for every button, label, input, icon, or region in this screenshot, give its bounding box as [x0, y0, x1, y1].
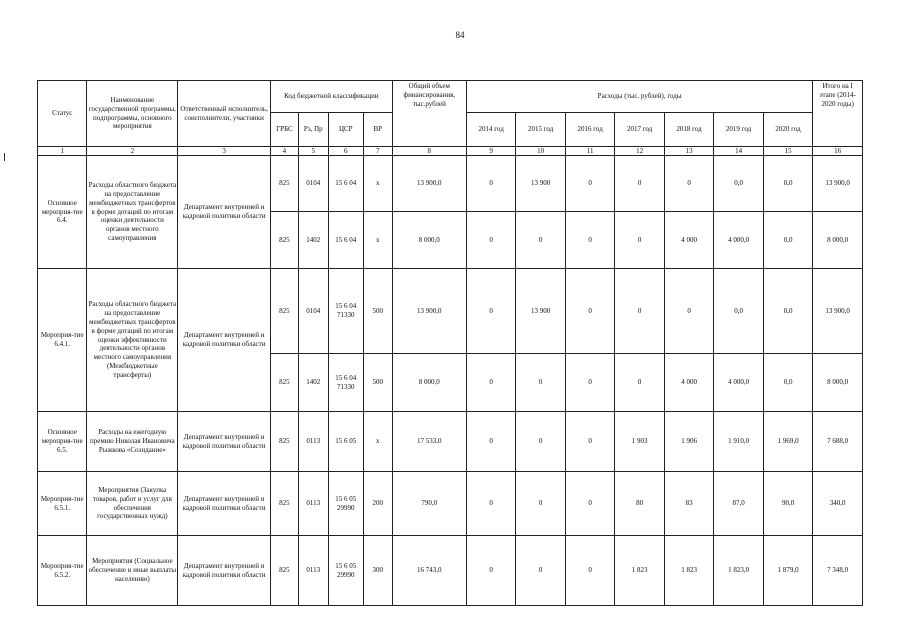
rzpr-cell: 1402 [298, 354, 328, 412]
year-cell: 0 [516, 472, 565, 536]
stage-total-cell: 7 348,0 [813, 536, 863, 606]
column-number: 10 [516, 147, 565, 156]
year-cell: 0 [664, 269, 713, 354]
header-year: 2019 год [714, 113, 763, 147]
table-row [38, 412, 863, 472]
csr-cell: 15 6 04 [328, 212, 363, 269]
vr-cell: 200 [363, 472, 392, 536]
header-budget-code: Код бюджетной классификации [271, 81, 393, 113]
total-cell: 8 000,0 [392, 212, 466, 269]
year-cell: 0 [615, 354, 664, 412]
executor-cell: Департамент внутренней и кадровой политики области [178, 156, 271, 269]
header-year: 2015 год [516, 113, 565, 147]
header-year: 2018 год [664, 113, 713, 147]
executor-cell: Департамент внутренней и кадровой политики области [178, 269, 271, 412]
grbs-cell: 825 [271, 269, 299, 354]
status-cell: Мероприя-тие 6.5.1. [38, 472, 87, 536]
column-number: 6 [328, 147, 363, 156]
header-code-col: ЦСР [328, 113, 363, 147]
vr-cell: 300 [363, 536, 392, 606]
column-number: 16 [813, 147, 863, 156]
status-cell: Основное мероприя-тие 6.5. [38, 412, 87, 472]
year-cell: 0,0 [763, 269, 813, 354]
csr-cell: 15 6 04 71330 [328, 269, 363, 354]
grbs-cell: 825 [271, 212, 299, 269]
name-cell: Расходы областного бюджета на предоставление межбюджетных трансфертов в форме дотаций по итогам оценки деятельности органов местного самоуправления [87, 156, 178, 269]
header-year: 2017 год [615, 113, 664, 147]
year-cell: 0,0 [714, 269, 763, 354]
margin-mark [4, 153, 5, 161]
column-number: 7 [363, 147, 392, 156]
column-number: 9 [466, 147, 515, 156]
page-number: 84 [455, 30, 465, 40]
year-cell: 4 000,0 [714, 212, 763, 269]
total-cell: 8 000,0 [392, 354, 466, 412]
year-cell: 0 [516, 354, 565, 412]
year-cell: 0 [466, 269, 515, 354]
year-cell: 1 906 [664, 412, 713, 472]
header-status: Статус [38, 81, 87, 147]
year-cell: 87,0 [714, 472, 763, 536]
header-year: 2014 год [466, 113, 515, 147]
total-cell: 13 900,0 [392, 156, 466, 212]
executor-cell: Департамент внутренней и кадровой политики области [178, 536, 271, 606]
grbs-cell: 825 [271, 472, 299, 536]
name-cell: Мероприятия (Социальное обеспечение и иные выплаты населению) [87, 536, 178, 606]
vr-cell: 500 [363, 269, 392, 354]
total-cell: 16 743,0 [392, 536, 466, 606]
vr-cell: x [363, 156, 392, 212]
header-total-volume: Общий объем финансирования, тыс.рублей [392, 81, 466, 147]
year-cell: 0 [615, 269, 664, 354]
year-cell: 4 000,0 [714, 354, 763, 412]
csr-cell: 15 6 05 29990 [328, 472, 363, 536]
year-cell: 0 [516, 536, 565, 606]
column-number: 11 [565, 147, 614, 156]
stage-total-cell: 340,0 [813, 472, 863, 536]
table-row [38, 156, 863, 212]
rzpr-cell: 0104 [298, 156, 328, 212]
column-number: 4 [271, 147, 299, 156]
total-cell: 17 533,0 [392, 412, 466, 472]
year-cell: 0 [466, 536, 515, 606]
year-cell: 0 [516, 412, 565, 472]
column-number-row [38, 147, 863, 156]
grbs-cell: 825 [271, 536, 299, 606]
stage-total-cell: 7 688,0 [813, 412, 863, 472]
year-cell: 0 [565, 269, 614, 354]
stage-total-cell: 8 000,0 [813, 212, 863, 269]
header-code-col: Рз, Пр [298, 113, 328, 147]
year-cell: 4 000 [664, 212, 713, 269]
year-cell: 0,0 [763, 354, 813, 412]
year-cell: 0 [615, 156, 664, 212]
year-cell: 1 969,0 [763, 412, 813, 472]
year-cell: 13 900 [516, 269, 565, 354]
column-number: 14 [714, 147, 763, 156]
stage-total-cell: 13 900,0 [813, 156, 863, 212]
executor-cell: Департамент внутренней и кадровой политики области [178, 412, 271, 472]
column-number: 8 [392, 147, 466, 156]
column-number: 3 [178, 147, 271, 156]
rzpr-cell: 0113 [298, 412, 328, 472]
header-total-stage: Итого на I этапе (2014-2020 годы) [813, 81, 863, 147]
year-cell: 0 [664, 156, 713, 212]
year-cell: 1 823,0 [714, 536, 763, 606]
stage-total-cell: 8 000,0 [813, 354, 863, 412]
rzpr-cell: 0104 [298, 269, 328, 354]
status-cell: Мероприя-тие 6.5.2. [38, 536, 87, 606]
rzpr-cell: 1402 [298, 212, 328, 269]
year-cell: 0 [565, 156, 614, 212]
header-year: 2016 год [565, 113, 614, 147]
table-row [38, 472, 863, 536]
grbs-cell: 825 [271, 156, 299, 212]
header-program-name: Наименование государственной программы, подпрограммы, основного мероприятия [87, 81, 178, 147]
year-cell: 0 [565, 212, 614, 269]
year-cell: 1 879,0 [763, 536, 813, 606]
csr-cell: 15 6 04 71330 [328, 354, 363, 412]
year-cell: 0 [466, 156, 515, 212]
column-number: 5 [298, 147, 328, 156]
year-cell: 1 823 [615, 536, 664, 606]
grbs-cell: 825 [271, 354, 299, 412]
year-cell: 0 [565, 412, 614, 472]
year-cell: 0 [466, 354, 515, 412]
year-cell: 0 [466, 412, 515, 472]
year-cell: 0 [565, 472, 614, 536]
vr-cell: x [363, 412, 392, 472]
vr-cell: x [363, 212, 392, 269]
total-cell: 790,0 [392, 472, 466, 536]
status-cell: Основное мероприя-тие 6.4. [38, 156, 87, 269]
year-cell: 1 903 [615, 412, 664, 472]
column-number: 15 [763, 147, 813, 156]
vr-cell: 500 [363, 354, 392, 412]
csr-cell: 15 6 04 [328, 156, 363, 212]
year-cell: 0 [565, 536, 614, 606]
year-cell: 4 000 [664, 354, 713, 412]
name-cell: Расходы на ежегодную премию Николая Ивановича Рыжкова «Созидание» [87, 412, 178, 472]
year-cell: 0 [516, 212, 565, 269]
header-executor: Ответственный исполнитель, соисполнители, участники [178, 81, 271, 147]
year-cell: 0,0 [714, 156, 763, 212]
rzpr-cell: 0113 [298, 536, 328, 606]
year-cell: 1 823 [664, 536, 713, 606]
column-number: 12 [615, 147, 664, 156]
stage-total-cell: 13 900,0 [813, 269, 863, 354]
column-number: 2 [87, 147, 178, 156]
year-cell: 80 [615, 472, 664, 536]
header-code-col: ВР [363, 113, 392, 147]
year-cell: 0 [466, 472, 515, 536]
status-cell: Мероприя-тие 6.4.1. [38, 269, 87, 412]
column-number: 1 [38, 147, 87, 156]
year-cell: 0 [615, 212, 664, 269]
csr-cell: 15 6 05 29990 [328, 536, 363, 606]
rzpr-cell: 0113 [298, 472, 328, 536]
budget-table [37, 80, 863, 606]
year-cell: 0 [466, 212, 515, 269]
table-row [38, 536, 863, 606]
name-cell: Мероприятия (Закупка товаров, работ и услуг для обеспечения государственных нужд) [87, 472, 178, 536]
year-cell: 90,0 [763, 472, 813, 536]
header-code-col: ГРБС [271, 113, 299, 147]
total-cell: 13 900,0 [392, 269, 466, 354]
header-year: 2020 год [763, 113, 813, 147]
header-expenses: Расходы (тыс. рублей), годы [466, 81, 812, 113]
year-cell: 0 [565, 354, 614, 412]
column-number: 13 [664, 147, 713, 156]
name-cell: Расходы областного бюджета на предоставление межбюджетных трансфертов в форме дотаций по итогам оценки эффективности деятельности органов местного самоуправления (Межбюджетные трансферты) [87, 269, 178, 412]
table-row [38, 269, 863, 354]
year-cell: 0,0 [763, 156, 813, 212]
year-cell: 83 [664, 472, 713, 536]
grbs-cell: 825 [271, 412, 299, 472]
year-cell: 13 900 [516, 156, 565, 212]
year-cell: 1 910,0 [714, 412, 763, 472]
csr-cell: 15 6 05 [328, 412, 363, 472]
year-cell: 0,0 [763, 212, 813, 269]
executor-cell: Департамент внутренней и кадровой политики области [178, 472, 271, 536]
